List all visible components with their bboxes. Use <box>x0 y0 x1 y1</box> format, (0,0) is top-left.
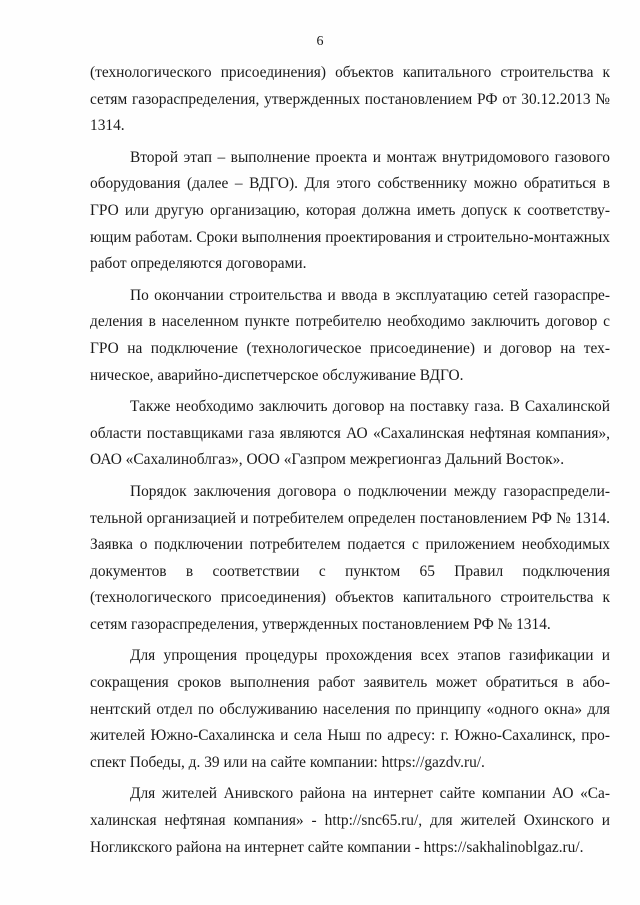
paragraph-one-window: Для упрощения процедуры прохождения всех этапов газификации и сокращения сроков выполнения работ заявитель может обратиться в абонентский отдел по обслуживанию населения по принципу «одного окна» для жителей Южно-Сахалинска и села Ныш по адресу: г. Южно-Сахалинск, проспект Победы, д. 39 или на сайте компании: https://gazdv.ru/. <box>90 647 610 771</box>
paragraph-connection-procedure: Порядок заключения договора о подключении между газораспределительной организацией и потребителем определен постановлением РФ № 1314. Заявка о подключении потребителем подается с приложением необходимых документов в соответствии с пунктом 65 Правил подключения (технологического присоединения) объектов капитального строительства к сетям газораспределения, утвержденных постановлением РФ № 1314. <box>90 482 610 633</box>
paragraph-gas-supply: Также необходимо заключить договор на поставку газа. В Сахалинской области поставщиками газа являются АО «Сахалинская нефтяная компания», ОАО «Сахалиноблгаз», ООО «Газпром межрегионгаз Дальний Восток». <box>90 398 610 469</box>
paragraph-construction-completion: По окончании строительства и ввода в эксплуатацию сетей газораспределения в населенном пункте потребителю необходимо заключить договор с ГРО на подключение (технологическое присоединение) и договор на техническое, аварийно-диспетчерское обслуживание ВДГО. <box>90 286 610 384</box>
page-number: 6 <box>316 34 324 49</box>
paragraph-continuation: (технологического присоединения) объектов капитального строительства к сетям газораспределения, утвержденных постановлением РФ от 30.12.2013 № 1314. <box>90 64 610 135</box>
document-body <box>90 60 610 866</box>
paragraph-second-stage: Второй этап – выполнение проекта и монтаж внутридомового газового оборудования (далее – ВДГО). Для этого собственнику можно обратиться в ГРО или другую организацию, которая должна иметь допуск к соответствующим работам. Сроки выполнения проектирования и строительно-монтажных работ определяются договорами. <box>90 148 610 273</box>
paragraph-district-websites: Для жителей Анивского района на интернет сайте компании АО «Сахалинская нефтяная компания» - http://snc65.ru/, для жителей Охинского и Ногликского района на интернет сайте компании - https://sakhalinoblgaz.ru/. <box>90 785 610 856</box>
